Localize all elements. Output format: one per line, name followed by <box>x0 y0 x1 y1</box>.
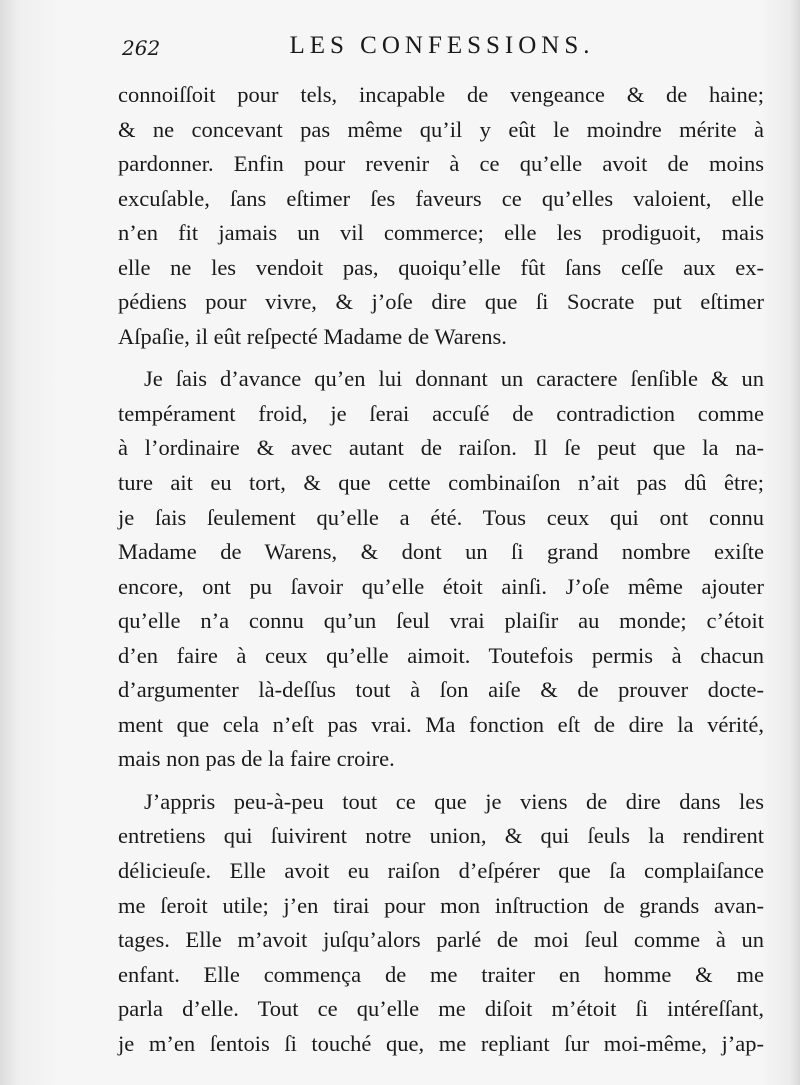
text-line: enfant. Elle commença de me traiter en homme & me <box>118 961 764 987</box>
text-line: J’appris peu-à-peu tout ce que je viens de dire dans les <box>144 788 764 814</box>
text-line: d’en faire à ceux qu’elle aimoit. Toutefois permis à chacun <box>118 642 764 668</box>
text-line: je m’en ſentois ſi touché que, me repliant ſur moi-même, j’ap- <box>118 1030 764 1056</box>
text-line: n’en fit jamais un vil commerce; elle les prodiguoit, mais <box>118 220 764 246</box>
text-line: à l’ordinaire & avec autant de raiſon. Il ſe peut que la na- <box>118 435 764 461</box>
running-title: LES CONFESSIONS. <box>289 32 595 59</box>
text-line: ment que cela n’eſt pas vrai. Ma fonction eſt de dire la vérité, <box>118 711 764 737</box>
text-line: ture ait eu tort, & que cette combinaiſon n’ait pas dû être; <box>118 470 764 496</box>
page-number: 262 <box>122 36 161 60</box>
text-line: parla d’elle. Tout ce qu’elle me diſoit m’étoit ſi intéreſſant, <box>118 996 764 1022</box>
text-line: mais non pas de la faire croire. <box>118 746 395 772</box>
text-line: excuſable, ſans eſtimer ſes faveurs ce qu’elles valoient, elle <box>118 185 764 211</box>
page-header <box>122 32 762 66</box>
text-line: qu’elle n’a connu qu’un ſeul vrai plaiſir au monde; c’étoit <box>118 608 764 634</box>
text-line: Je ſais d’avance qu’en lui donnant un caractere ſenſible & un <box>144 366 764 392</box>
body-text <box>118 78 764 1061</box>
text-line: elle ne les vendoit pas, quoiqu’elle fût ſans ceſſe aux ex- <box>118 254 764 280</box>
text-line: tages. Elle m’avoit juſqu’alors parlé de moi ſeul comme à un <box>118 927 764 953</box>
text-line: & ne concevant pas même qu’il y eût le moindre mérite à <box>118 116 764 142</box>
text-line: pardonner. Enfin pour revenir à ce qu’elle avoit de moins <box>118 151 764 177</box>
text-line: encore, ont pu ſavoir qu’elle étoit ainſi. J’oſe même ajouter <box>118 573 764 599</box>
text-line: me ſeroit utile; j’en tirai pour mon inſtruction de grands avan- <box>118 892 764 918</box>
text-line: d’argumenter là-deſſus tout à ſon aiſe & de prouver docte- <box>118 677 764 703</box>
text-line: connoiſſoit pour tels, incapable de vengeance & de haine; <box>118 82 764 107</box>
text-line: Aſpaſie, il eût reſpecté Madame de Warens. <box>118 323 507 349</box>
text-line: pédiens pour vivre, & j’oſe dire que ſi Socrate put eſtimer <box>118 289 764 315</box>
text-line: délicieuſe. Elle avoit eu raiſon d’eſpérer que ſa complaiſance <box>118 858 764 884</box>
text-line: tempérament froid, je ſerai accuſé de contradiction comme <box>118 400 764 426</box>
text-line: je ſais ſeulement qu’elle a été. Tous ceux qui ont connu <box>118 504 764 530</box>
text-line: Madame de Warens, & dont un ſi grand nombre exiſte <box>118 539 764 565</box>
text-line: entretiens qui ſuivirent notre union, & qui ſeuls la rendirent <box>118 823 764 849</box>
